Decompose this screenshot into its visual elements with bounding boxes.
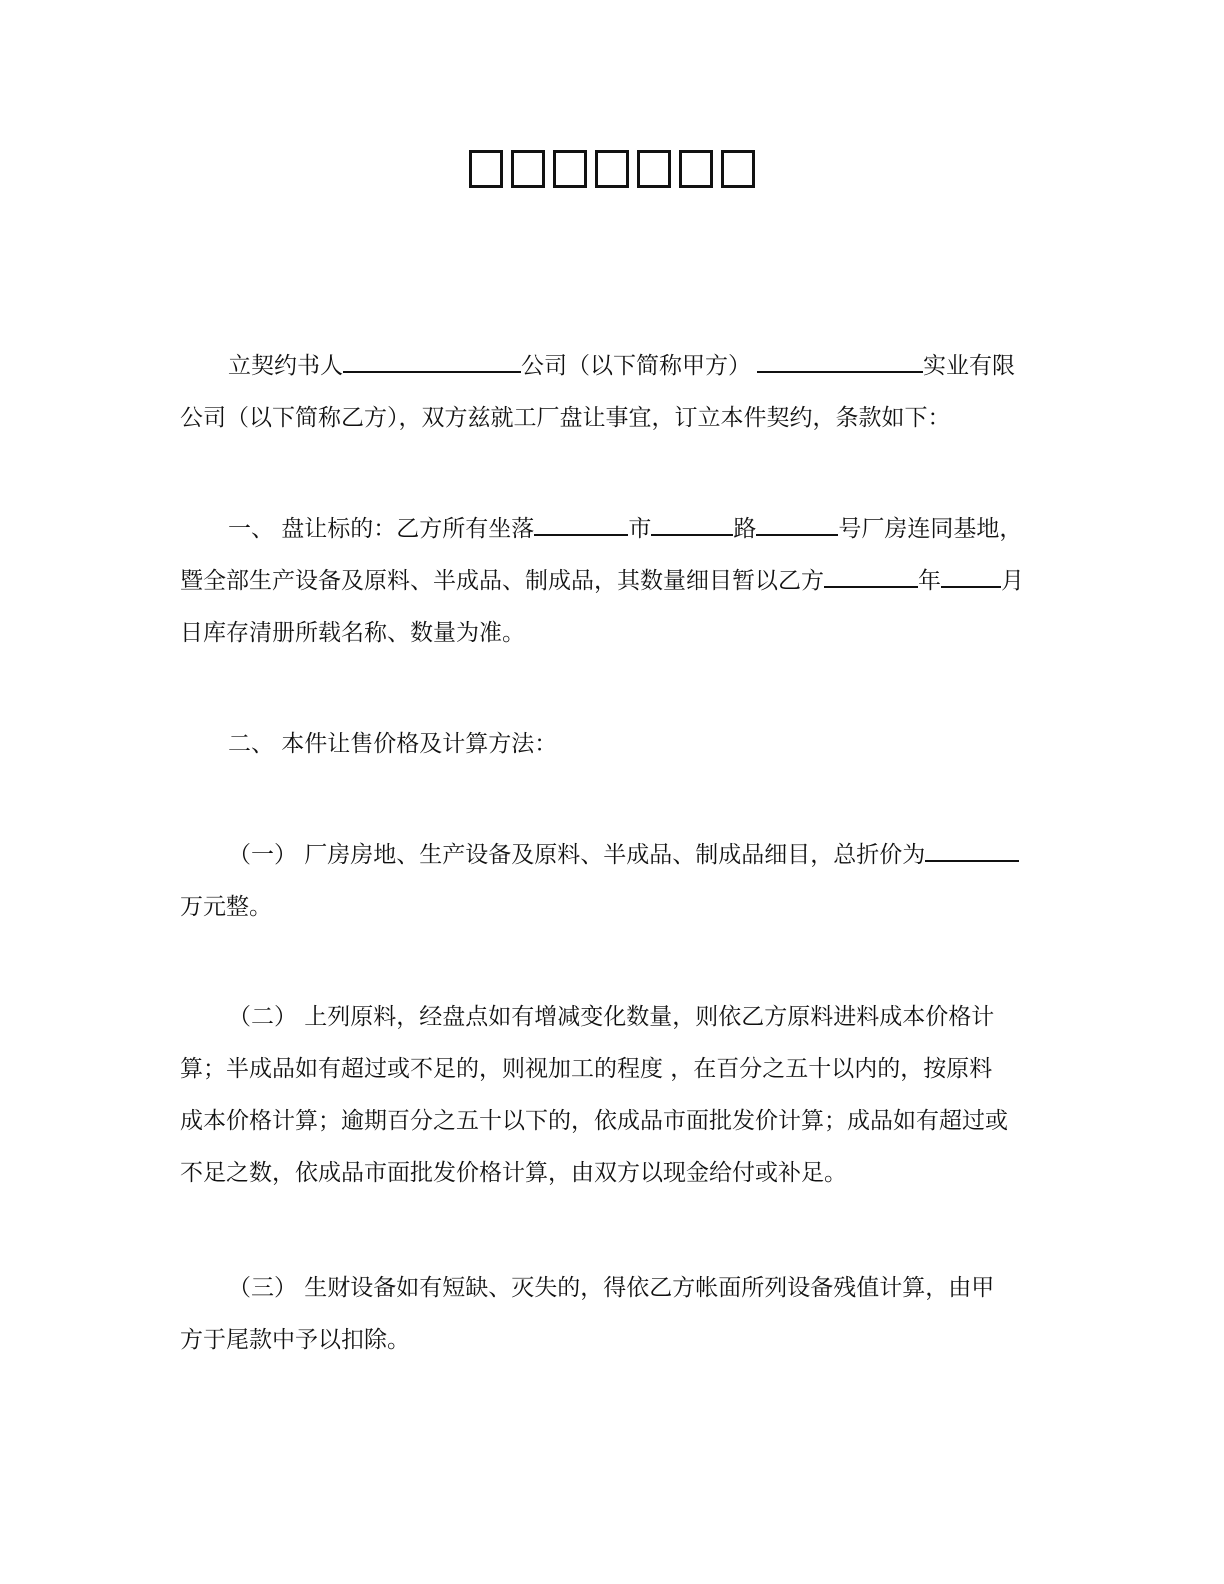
preamble-text: 公司（以下简称甲方） [521, 353, 751, 379]
item-3-line-2: 方于尾款中予以扣除。 [180, 1327, 410, 1353]
title-glyph-box [469, 150, 503, 188]
preamble-text: 立契约书人 [228, 353, 343, 379]
item-1-paragraph [180, 829, 1036, 933]
preamble-line-2: 公司（以下简称乙方），双方兹就工厂盘让事宜，订立本件契约，条款如下： [180, 405, 951, 431]
item-text: （一） 厂房房地、生产设备及原料、半成品、制成品细目，总折价为 [228, 842, 926, 868]
clause-text: 路 [733, 516, 757, 542]
item-1-line-2: 万元整。 [180, 894, 272, 920]
title-glyph-box [595, 150, 629, 188]
item-2-line-4: 不足之数，依成品市面批发价格计算，由双方以现金给付或补足。 [180, 1160, 847, 1186]
number-blank [756, 508, 838, 536]
preamble-text: 实业有限 [923, 353, 1015, 379]
clause-text: 年 [918, 568, 941, 594]
title-glyph-box [679, 150, 713, 188]
title-glyph-box [721, 150, 755, 188]
item-2-line-2: 算；半成品如有超过或不足的，则视加工的程度 ，在百分之五十以内的，按原料 [180, 1056, 993, 1082]
clause-text: 市 [628, 516, 652, 542]
party-a-blank [343, 345, 521, 373]
clause-2-heading-text: 二、 本件让售价格及计算方法： [228, 731, 558, 757]
clause-text: 月 [1001, 568, 1024, 594]
year-blank [824, 560, 918, 588]
city-blank [534, 508, 628, 536]
title-glyph-box [553, 150, 587, 188]
clause-1-line-1 [180, 503, 1036, 555]
item-1-line-1 [180, 829, 1036, 881]
item-2-line-1: （二） 上列原料，经盘点如有增减变化数量，则依乙方原料进料成本价格计 [228, 1004, 995, 1030]
clause-1-paragraph [180, 503, 1036, 659]
total-price-blank [925, 834, 1019, 862]
title-glyph-box [511, 150, 545, 188]
clause-1-line-3: 日库存清册所载名称、数量为准。 [180, 620, 525, 646]
title-glyph-box [637, 150, 671, 188]
document-title [0, 150, 1224, 188]
clause-1-line-2 [180, 555, 1036, 607]
item-2-line-3: 成本价格计算；逾期百分之五十以下的，依成品市面批发价计算；成品如有超过或 [180, 1108, 1008, 1134]
clause-text: 号厂房连同基地， [838, 516, 1023, 542]
item-3-paragraph [180, 1262, 1036, 1366]
clause-2-heading [180, 718, 1036, 770]
preamble-paragraph [180, 340, 1036, 444]
month-blank [941, 560, 1001, 588]
clause-text: 一、 盘让标的：乙方所有坐落 [228, 516, 535, 542]
preamble-line-1 [180, 340, 1036, 392]
clause-text: 暨全部生产设备及原料、半成品、制成品，其数量细目暂以乙方 [180, 568, 824, 594]
item-3-line-1: （三） 生财设备如有短缺、灭失的，得依乙方帐面所列设备残值计算，由甲 [228, 1275, 995, 1301]
item-2-paragraph [180, 991, 1036, 1199]
party-b-blank [757, 345, 923, 373]
road-blank [651, 508, 733, 536]
